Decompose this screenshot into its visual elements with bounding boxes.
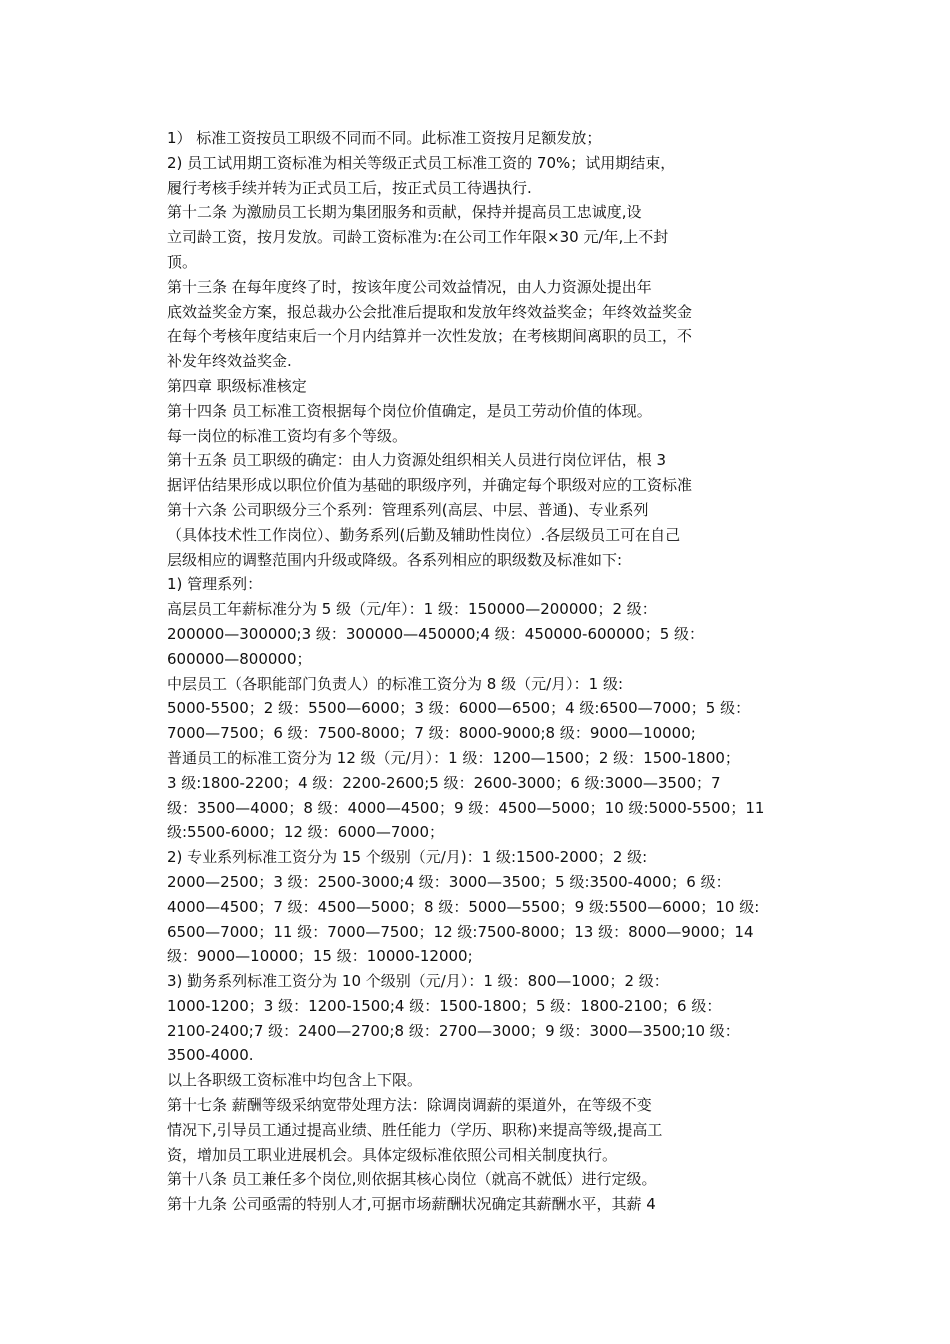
text-line: 据评估结果形成以职位价值为基础的职级序列，并确定每个职级对应的工资标准 [167, 476, 693, 495]
text-line: 第十七条 薪酬等级采纳宽带处理方法：除调岗调薪的渠道外，在等级不变 [167, 1096, 652, 1115]
text-line: 第十三条 在每年度终了时，按该年度公司效益情况，由人力资源处提出年 [167, 277, 652, 296]
text-line: 6500—7000；11 级：7000—7500；12 级:7500-8000；13 级：8000—9000；14 [167, 922, 754, 941]
text-line: 2) 员工试用期工资标准为相关等级正式员工标准工资的 70%；试用期结束， [167, 153, 676, 172]
text-line: 4000—4500；7 级：4500—5000；8 级：5000—5500；9 级:5500—6000；10 级: [167, 897, 760, 916]
text-line: 第十八条 员工兼任多个岗位,则依据其核心岗位（就高不就低）进行定级。 [167, 1170, 657, 1189]
text-line: 第四章 职级标准核定 [167, 376, 307, 395]
text-line: （具体技术性工作岗位）、勤务系列(后勤及辅助性岗位）.各层级员工可在自己 [167, 525, 681, 544]
text-line: 第十九条 公司亟需的特别人才,可据市场薪酬状况确定其薪酬水平，其薪 4 [167, 1195, 656, 1214]
text-line: 第十六条 公司职级分三个系列：管理系列(高层、中层、普通)、专业系列 [167, 500, 649, 519]
text-line: 补发年终效益奖金. [167, 352, 292, 371]
text-line: 3) 勤务系列标准工资分为 10 个级别（元/月）：1 级：800—1000；2 级： [167, 972, 669, 991]
text-line: 层级相应的调整范围内升级或降级。各系列相应的职级数及标准如下: [167, 550, 623, 569]
text-line: 中层员工（各职能部门负责人）的标准工资分为 8 级（元/月）：1 级: [167, 674, 624, 693]
text-line: 2) 专业系列标准工资分为 15 个级别（元/月)：1 级:1500-2000；2 级: [167, 848, 648, 867]
text-line: 资，增加员工职业进展机会。具体定级标准依照公司相关制度执行。 [167, 1145, 618, 1164]
text-line: 级:5500-6000；12 级：6000—7000； [167, 823, 445, 842]
text-line: 600000—800000； [167, 649, 312, 668]
text-line: 2000—2500；3 级：2500-3000;4 级：3000—3500；5 级:3500-4000；6 级： [167, 872, 731, 891]
text-line: 履行考核手续并转为正式员工后，按正式员工待遇执行. [167, 178, 532, 197]
text-line: 5000-5500；2 级：5500—6000；3 级：6000—6500；4 级:6500—7000；5 级： [167, 699, 751, 718]
text-line: 3500-4000. [167, 1046, 254, 1065]
text-line: 3 级:1800-2200；4 级：2200-2600;5 级：2600-3000；6 级:3000—3500；7 [167, 773, 721, 792]
text-line: 级：3500—4000；8 级：4000—4500；9 级：4500—5000；10 级:5000-5500；11 [167, 798, 765, 817]
text-line: 立司龄工资，按月发放。司龄工资标准为:在公司工作年限×30 元/年,上不封 [167, 228, 669, 247]
text-line: 第十二条 为激励员工长期为集团服务和贡献，保持并提高员工忠诚度,设 [167, 203, 642, 222]
text-line: 情况下,引导员工通过提高业绩、胜任能力（学历、职称)来提高等级,提高工 [167, 1120, 663, 1139]
text-line: 200000—300000;3 级：300000—450000;4 级：450000-600000；5 级： [167, 624, 705, 643]
text-line: 普通员工的标准工资分为 12 级（元/月）：1 级：1200—1500；2 级：1500-1800； [167, 748, 740, 767]
text-line: 第十四条 员工标准工资根据每个岗位价值确定，是员工劳动价值的体现。 [167, 401, 652, 420]
text-line: 在每个考核年度结束后一个月内结算并一次性发放；在考核期间离职的员工，不 [167, 327, 693, 346]
text-line: 7000—7500；6 级：7500-8000；7 级：8000-9000;8 级：9000—10000; [167, 724, 696, 743]
text-line: 2100-2400;7 级：2400—2700;8 级：2700—3000；9 级：3000—3500;10 级： [167, 1021, 740, 1040]
text-line: 以上各职级工资标准中均包含上下限。 [167, 1071, 423, 1090]
text-line: 1) 管理系列： [167, 575, 263, 594]
document-body [167, 126, 767, 1217]
text-line: 第十五条 员工职级的确定：由人力资源处组织相关人员进行岗位评估，根 3 [167, 451, 667, 470]
text-line: 级：9000—10000；15 级：10000-12000; [167, 947, 473, 966]
text-line: 每一岗位的标准工资均有多个等级。 [167, 426, 408, 445]
text-line: 顶。 [167, 252, 198, 271]
text-line: 1000-1200；3 级：1200-1500;4 级：1500-1800；5 级：1800-2100；6 级： [167, 996, 722, 1015]
text-line: 底效益奖金方案，报总裁办公会批准后提取和发放年终效益奖金；年终效益奖金 [167, 302, 693, 321]
text-line: 1） 标准工资按员工职级不同而不同。此标准工资按月足额发放； [167, 129, 602, 147]
text-line: 高层员工年薪标准分为 5 级（元/年）：1 级：150000—200000；2 级： [167, 600, 657, 619]
